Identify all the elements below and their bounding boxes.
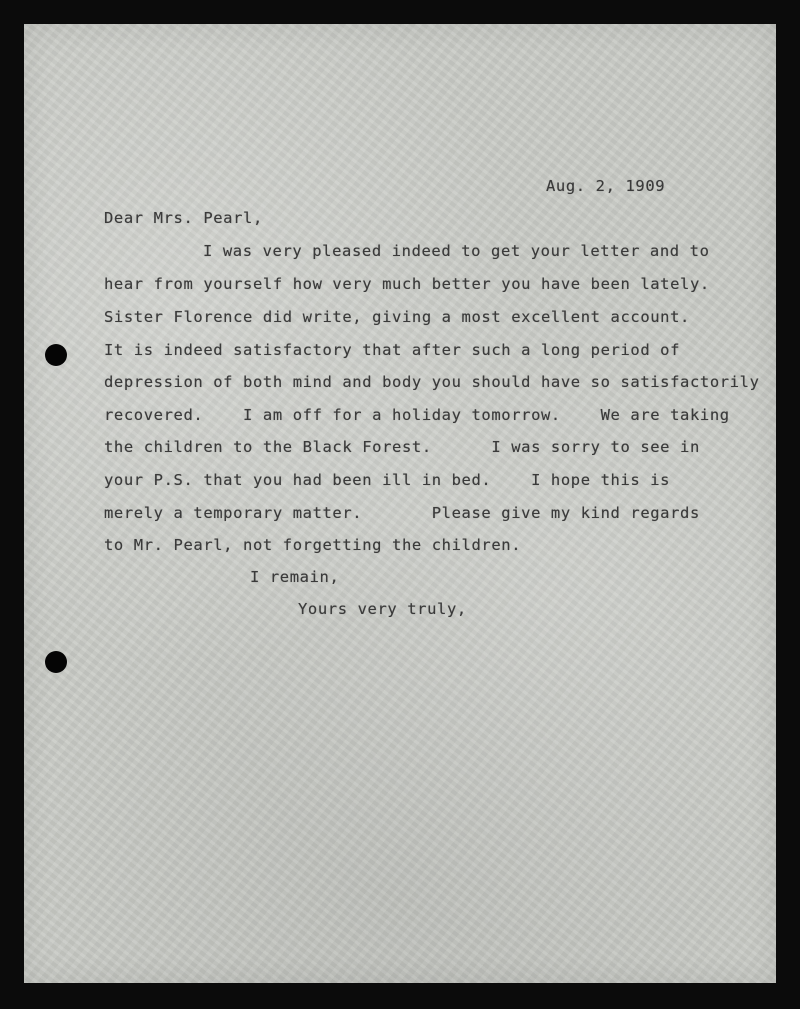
body-line-2: hear from yourself how very much better you have been lately. <box>104 275 710 293</box>
closing: I remain, <box>250 568 340 586</box>
body-line-4: It is indeed satisfactory that after such a long period of <box>104 341 681 359</box>
body-line-8: your P.S. that you had been ill in bed. I hope this is <box>104 471 671 489</box>
punch-hole-bottom <box>45 651 67 673</box>
body-line-7: the children to the Black Forest. I was sorry to see in <box>104 438 700 456</box>
body-line-3: Sister Florence did write, giving a most excellent account. <box>104 308 690 326</box>
complimentary-close: Yours very truly, <box>298 600 467 618</box>
body-line-10: to Mr. Pearl, not forgetting the children. <box>104 536 522 554</box>
letter-date: Aug. 2, 1909 <box>546 177 666 195</box>
punch-hole-top <box>45 344 67 366</box>
body-line-9: merely a temporary matter. Please give my kind regards <box>104 504 700 522</box>
body-line-6: recovered. I am off for a holiday tomorrow. We are taking <box>104 406 730 424</box>
body-line-1: I was very pleased indeed to get your letter and to <box>203 242 710 260</box>
salutation: Dear Mrs. Pearl, <box>104 209 263 227</box>
body-line-5: depression of both mind and body you should have so satisfactorily <box>104 373 760 391</box>
